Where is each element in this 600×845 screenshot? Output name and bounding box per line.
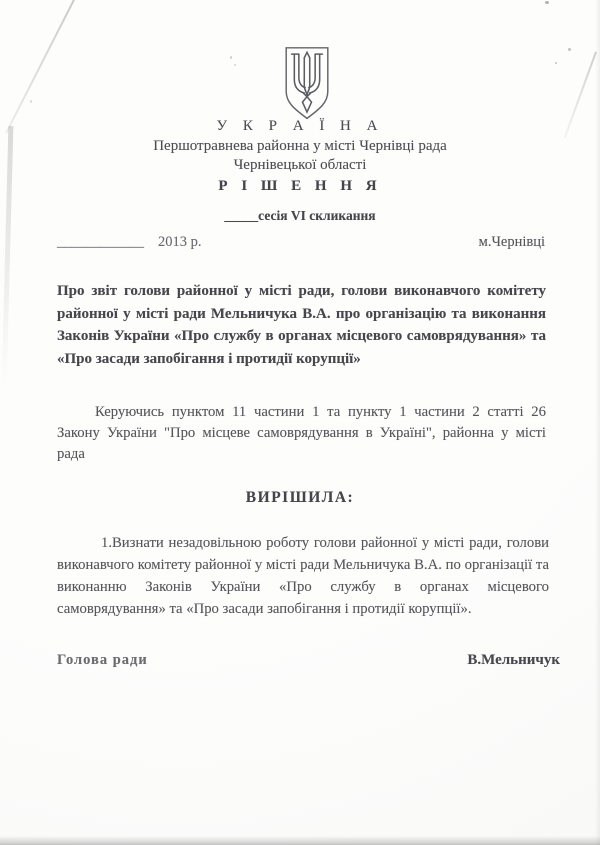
scan-fold-line xyxy=(5,0,75,134)
council-name-line1: Першотравнева районна у місті Чернівці рада xyxy=(153,138,447,154)
scan-speck xyxy=(234,64,236,66)
place-name: м.Чернівці xyxy=(478,234,545,250)
scan-speck xyxy=(555,62,557,64)
scan-speck xyxy=(545,1,549,4)
ukraine-trident-coat-of-arms-icon xyxy=(279,46,335,122)
date-place-row xyxy=(57,234,545,251)
date-blank-line: ____________ xyxy=(57,234,144,250)
scan-speck xyxy=(30,100,32,103)
subject-paragraph: Про звіт голови районної у місті ради, голови виконавчого комітету районної у місті ради Мельничука В.А. про організацію та виконання Законів України «Про службу в органах місцевого самоврядування» та «Про засади запобігання і протидії корупції» xyxy=(57,283,546,367)
document-header xyxy=(0,118,600,224)
council-name-line2: Чернівецької області xyxy=(233,157,367,173)
scan-bottom-shadow xyxy=(0,836,600,845)
signature-row xyxy=(57,652,560,669)
session-line: _____сесія VI скликання xyxy=(224,208,376,223)
preamble-paragraph: Керуючись пунктом 11 частини 1 та пункту 1 частини 2 статті 26 Закону України "Про місцеве самоврядування в Україні", районна у місті рада xyxy=(57,404,546,462)
date-year: 2013 р. xyxy=(158,234,202,250)
signature-name: В.Мельничук xyxy=(467,652,560,668)
signature-title: Голова ради xyxy=(57,652,148,668)
scan-speck xyxy=(230,56,232,59)
resolution-item-1: 1.Визнати незадовільною роботу голови районної у місті ради, голови виконавчого комітету районної у місті ради Мельничука В.А. по організації та виконанню Законів України «Про службу в органах місцевого самоврядування» та «Про засади запобігання і протидії корупції». xyxy=(57,535,549,617)
scan-speck xyxy=(568,48,571,51)
document-type-title: Р І Ш Е Н Н Я xyxy=(218,178,382,194)
resolved-heading: ВИРІШИЛА: xyxy=(245,489,355,506)
country-name: У К Р А Ї Н А xyxy=(216,118,384,134)
